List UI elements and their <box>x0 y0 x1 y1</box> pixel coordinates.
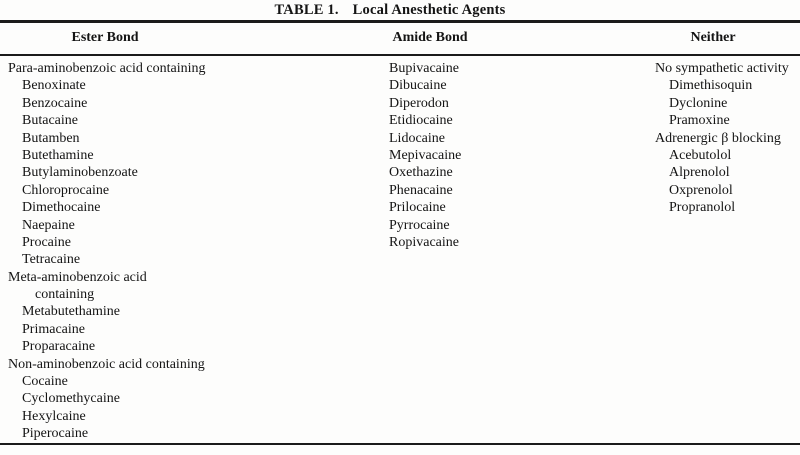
table-cell: Adrenergic β blocking <box>655 130 781 146</box>
table-cell: Tetracaine <box>22 252 81 268</box>
table-cell: Benoxinate <box>22 78 86 94</box>
table-cell: Dibucaine <box>389 78 447 94</box>
top-rule <box>0 20 800 23</box>
table-cell: Mepivacaine <box>389 147 462 163</box>
table-cell: Dyclonine <box>669 95 728 111</box>
table-cell: Oxethazine <box>389 165 453 181</box>
table-cell: Phenacaine <box>389 182 453 198</box>
table-cell: Benzocaine <box>22 95 88 111</box>
table-cell: Butylaminobenzoate <box>22 165 138 181</box>
table-cell: Hexylcaine <box>22 408 86 424</box>
table-number: TABLE 1. <box>274 2 339 18</box>
table-cell: Pyrrocaine <box>389 217 450 233</box>
table-cell: Cyclomethycaine <box>22 391 120 407</box>
table-cell: Pramoxine <box>669 113 730 129</box>
table-cell: Alprenolol <box>669 165 730 181</box>
table-cell: Propranolol <box>669 200 736 216</box>
column-header-neither: Neither <box>690 30 736 45</box>
table-cell: Primacaine <box>22 321 85 337</box>
table-cell: Bupivacaine <box>389 61 459 76</box>
column-amide-bond <box>389 60 609 251</box>
table-cell: Diperodon <box>389 95 449 111</box>
table-cell: Ropivacaine <box>389 234 459 250</box>
table-title-text: Local Anesthetic Agents <box>352 2 506 18</box>
table-cell: Prilocaine <box>389 200 446 216</box>
table-title <box>0 2 780 19</box>
table-cell: Naepaine <box>22 217 75 233</box>
column-header-ester-bond: Ester Bond <box>71 30 139 45</box>
table-cell: Metabutethamine <box>22 304 120 320</box>
table-cell: Procaine <box>22 234 71 250</box>
table-cell: Lidocaine <box>389 130 445 146</box>
table-cell: Dimethocaine <box>22 200 101 216</box>
table-cell: Etidiocaine <box>389 113 453 129</box>
table-cell: Dimethisoquin <box>669 78 753 94</box>
header-rule <box>0 54 800 56</box>
column-ester-bond <box>8 60 358 443</box>
table-cell: Para-aminobenzoic acid containing <box>8 61 206 76</box>
table-cell: Chloroprocaine <box>22 182 110 198</box>
table-cell: Non-aminobenzoic acid containing <box>8 356 205 372</box>
table-cell: containing <box>35 287 95 303</box>
table-cell: Butacaine <box>22 113 78 129</box>
table-cell: Piperocaine <box>22 426 89 442</box>
table-cell: Butethamine <box>22 147 94 163</box>
table-cell: Butamben <box>22 130 80 146</box>
table-cell: Cocaine <box>22 374 68 390</box>
table-cell: Meta-aminobenzoic acid <box>8 269 147 285</box>
column-header-amide-bond: Amide Bond <box>392 30 468 45</box>
table-cell: Proparacaine <box>22 339 96 355</box>
table-cell: Oxprenolol <box>669 182 733 198</box>
table-cell: Acebutolol <box>669 147 732 163</box>
table-cell: No sympathetic activity <box>655 61 789 76</box>
column-neither <box>655 60 800 217</box>
bottom-rule <box>0 443 800 445</box>
